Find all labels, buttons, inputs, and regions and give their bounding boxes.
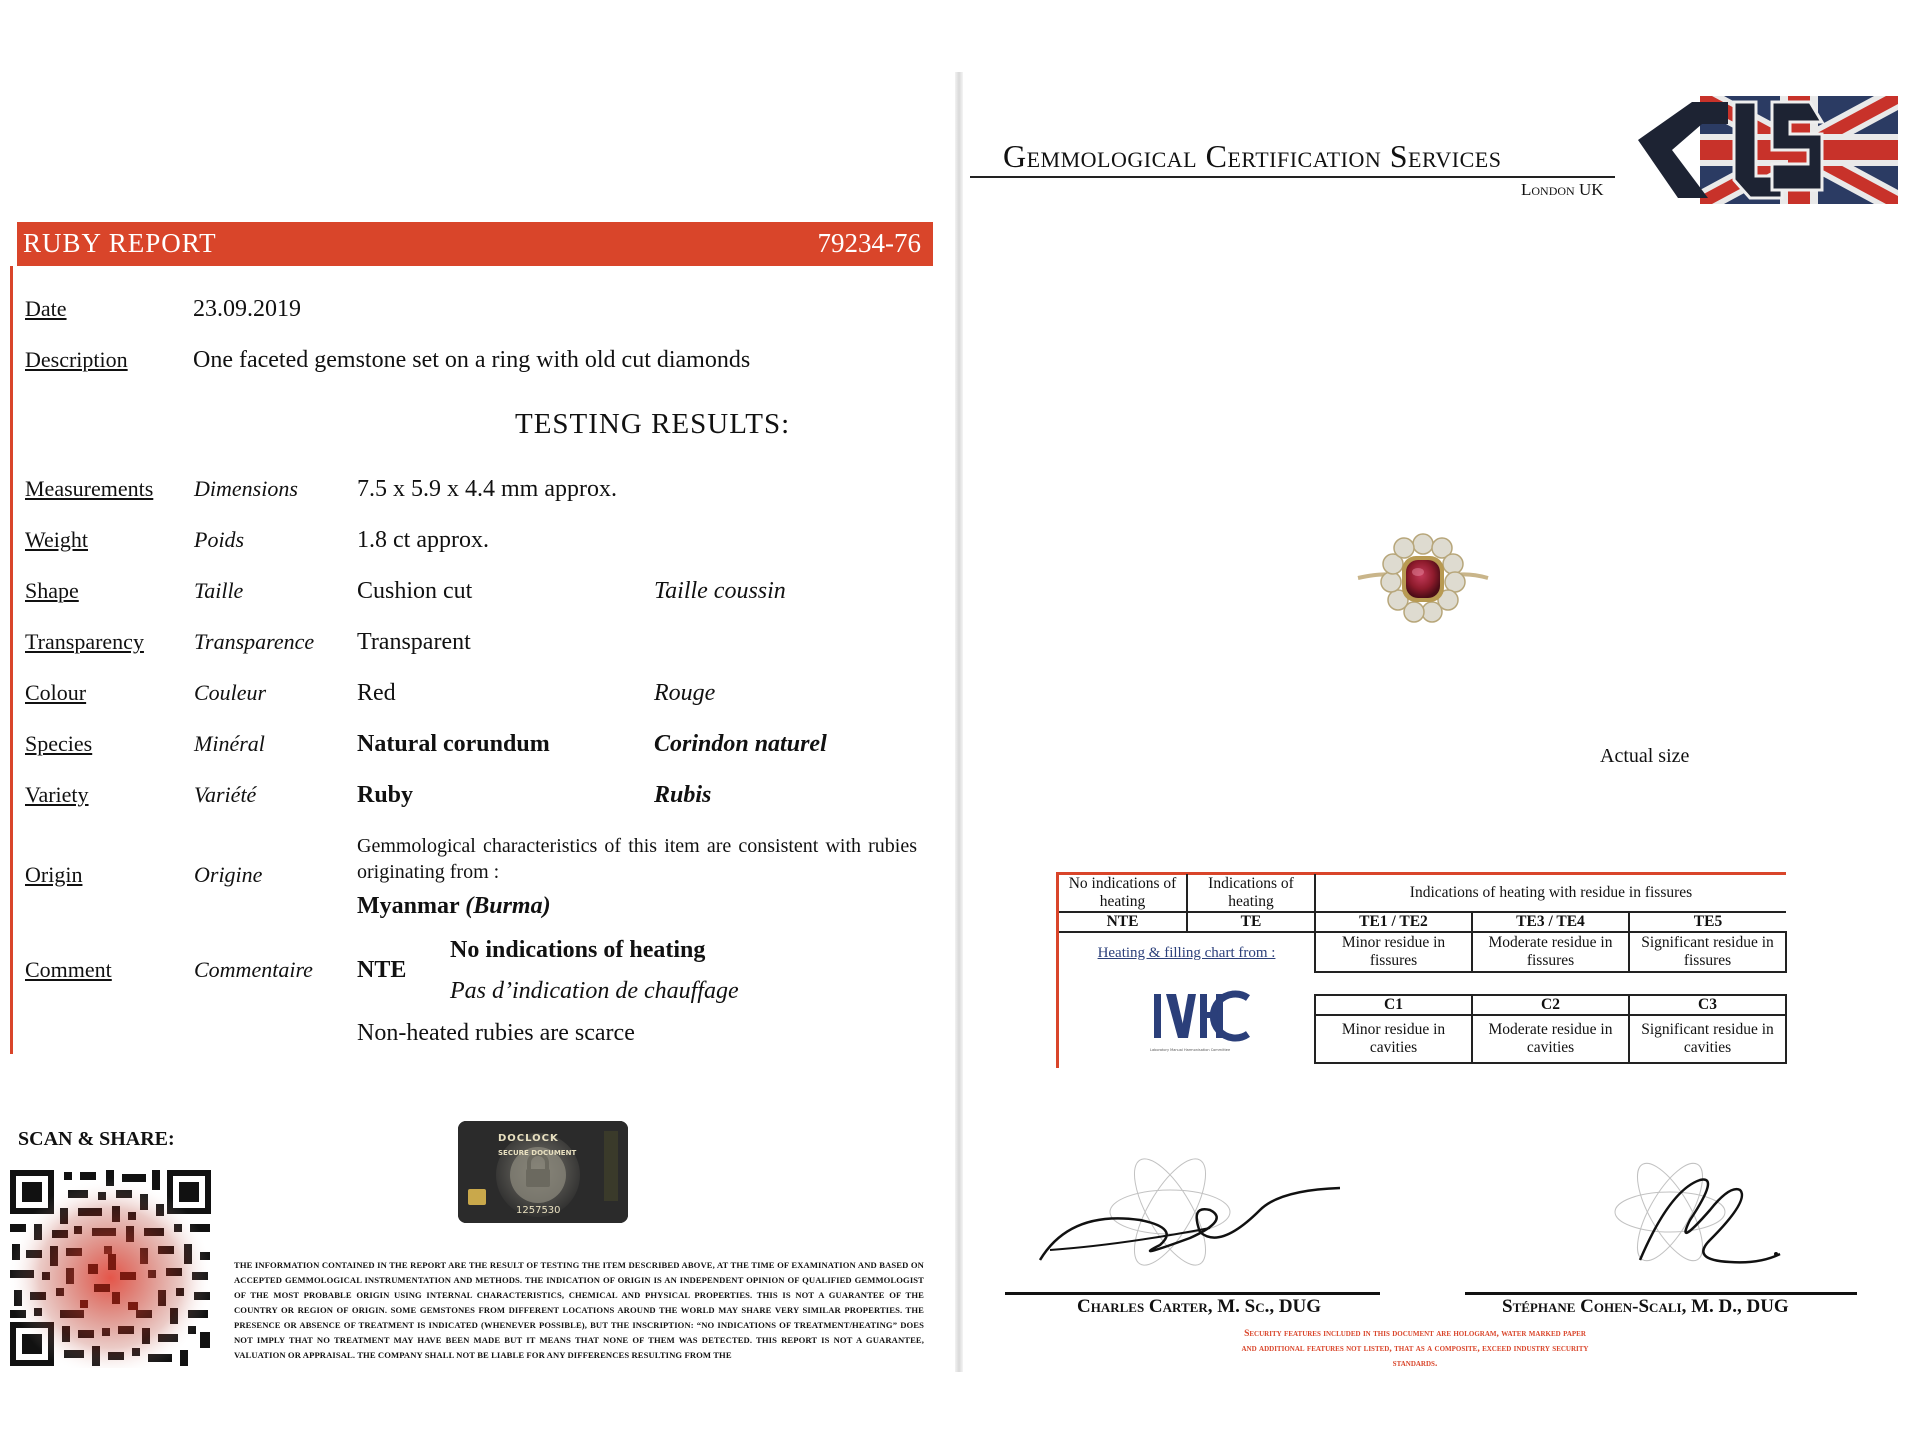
description-value: One faceted gemstone set on a ring with old cut diamonds — [193, 347, 751, 373]
actual-size-label: Actual size — [1600, 745, 1690, 767]
measurements-label: Measurements — [25, 476, 154, 501]
variety-value-fr: Rubis — [654, 782, 712, 808]
measurements-label-fr: Dimensions — [194, 476, 298, 501]
weight-value: 1.8 ct approx. — [357, 527, 489, 553]
cell-with-residue: Indications of heating with residue in fissures — [1315, 874, 1786, 912]
species-label: Species — [25, 731, 93, 756]
variety-label-fr: Variété — [194, 782, 257, 807]
transparency-label-fr: Transparence — [194, 629, 315, 654]
scan-share-label: SCAN & SHARE: — [18, 1128, 175, 1150]
origin-country: Myanmar — [357, 893, 460, 919]
transparency-value: Transparent — [357, 629, 471, 655]
cell-minor-fissures: Minor residue in fissures — [1315, 932, 1472, 972]
weight-label: Weight — [25, 527, 88, 552]
signature-1 — [1030, 1150, 1360, 1280]
doclock-hologram — [458, 1121, 628, 1223]
cell-c1: C1 — [1315, 995, 1472, 1015]
shape-value: Cushion cut — [357, 578, 473, 604]
colour-value-fr: Rouge — [654, 680, 716, 706]
lmhc-logo-graphic — [1150, 990, 1250, 1046]
heating-table-top — [1059, 874, 1787, 973]
cell-c2: C2 — [1472, 995, 1629, 1015]
variety-value: Ruby — [357, 782, 414, 808]
cell-moderate-fissures: Moderate residue in fissures — [1472, 932, 1629, 972]
hologram-label: DOCLOCK — [498, 1133, 559, 1144]
origin-country-alt: (Burma) — [465, 893, 551, 919]
cell-te34: TE3 / TE4 — [1472, 912, 1629, 932]
species-value-fr: Corindon naturel — [654, 731, 827, 757]
cell-significant-cavities: Significant residue in cavities — [1629, 1015, 1786, 1063]
disclaimer-text: THE INFORMATION CONTAINED IN THE REPORT ARE THE RESULT OF TESTING THE ITEM DESCRIBED ABOVE, AT THE TIME OF EXAMINATION AND BASED ON ACCEPTED GEMMOLOGICAL INSTRUMENTATION AND METHODS. THE INDICATION OF ORIGIN IS AN INDEPENDENT OPINION OF QUALIFIED GEMMOLOGIST OF THE MOST PROBABLE ORIGIN USING INTERNAL CHARACTERISTICS, CHEMICAL AND PHYSICAL PROPERTIES. THIS IS NOT A GUARANTEE OF THE COUNTRY OR REGION OF ORIGIN. SOME GEMSTONES FROM DIFFERENT LOCATIONS AROUND THE WORLD MAY SHARE VERY SIMILAR PROPERTIES. THE PRESENCE OR ABSENCE OF TREATMENT IS INDICATED (WHENEVER POSSIBLE), BUT THE INSCRIPTION: “NO INDICATIONS OF TREATMENT/HEATING” DOES NOT IMPLY THAT NO TREATMENT MAY HAVE BEEN MADE BUT IT MEANS THAT NONE OF THEM WAS DETECTED. THIS REPORT IS NOT A GUARANTEE, VALUATION OR APPRAISAL. THE COMPANY SHALL NOT BE LIABLE FOR ANY DIFFERENCES RESULTING FROM THE — [234, 1260, 924, 1360]
cell-significant-fissures: Significant residue in fissures — [1629, 932, 1786, 972]
colour-label: Colour — [25, 680, 87, 705]
transparency-label: Transparency — [25, 629, 144, 654]
heating-table-bottom — [1314, 994, 1787, 1064]
report-number: 79234-76 — [817, 228, 921, 258]
date-value: 23.09.2019 — [193, 296, 301, 322]
comment-code: NTE — [357, 957, 407, 983]
lmhc-logo — [1150, 990, 1250, 1060]
signature-2 — [1580, 1150, 1820, 1280]
date-label: Date — [25, 296, 67, 321]
comment-label: Comment — [25, 957, 112, 982]
heating-chart-link[interactable]: Heating & filling chart from : — [1097, 944, 1276, 961]
cell-te: TE — [1187, 912, 1315, 932]
origin-label-fr: Origine — [194, 862, 263, 887]
signature-1-graphic — [1030, 1150, 1360, 1280]
origin-country-line — [357, 893, 551, 920]
left-accent-rule — [10, 266, 13, 1054]
cell-no-indications: No indications of heating — [1059, 874, 1187, 912]
shape-value-fr: Taille coussin — [654, 578, 786, 604]
testing-results-heading: TESTING RESULTS: — [515, 408, 791, 440]
cell-minor-cavities: Minor residue in cavities — [1315, 1015, 1472, 1063]
qr-code[interactable] — [8, 1168, 213, 1368]
page-fold — [955, 72, 963, 1372]
colour-label-fr: Couleur — [194, 680, 267, 705]
signature-2-rule — [1465, 1292, 1857, 1295]
signature-1-name: Charles Carter, M. Sc., DUG — [1077, 1296, 1322, 1317]
cell-te5: TE5 — [1629, 912, 1786, 932]
comment-label-fr: Commentaire — [194, 957, 313, 982]
comment-text-fr: Pas d’indication de chauffage — [450, 978, 739, 1004]
weight-label-fr: Poids — [194, 527, 245, 552]
measurements-value: 7.5 x 5.9 x 4.4 mm approx. — [357, 476, 617, 502]
gcs-logo-graphic — [1632, 94, 1900, 206]
signature-1-rule — [1005, 1292, 1380, 1295]
species-value: Natural corundum — [357, 731, 550, 757]
cell-te12: TE1 / TE2 — [1315, 912, 1472, 932]
gcs-logo — [1632, 94, 1900, 206]
origin-text: Gemmological characteristics of this item are consistent with rubies originating from : — [357, 835, 917, 883]
cell-c3: C3 — [1629, 995, 1786, 1015]
hologram-serial: 1257530 — [516, 1205, 561, 1216]
ring-photo — [1356, 532, 1490, 628]
comment-note: Non-heated rubies are scarce — [357, 1020, 635, 1046]
cell-moderate-cavities: Moderate residue in cavities — [1472, 1015, 1629, 1063]
comment-text: No indications of heating — [450, 937, 706, 963]
description-label: Description — [25, 347, 128, 372]
shape-label: Shape — [25, 578, 79, 603]
report-title: RUBY REPORT — [23, 228, 217, 258]
cell-indications: Indications of heating — [1187, 874, 1315, 912]
qr-code-graphic — [8, 1168, 213, 1368]
company-name: Gemmological Certification Services — [1003, 138, 1502, 174]
lmhc-caption: Laboratory Manual Harmonisation Committee — [1150, 1048, 1231, 1052]
company-rule — [970, 176, 1615, 178]
origin-label: Origin — [25, 862, 83, 887]
company-location: London UK — [1521, 180, 1604, 199]
cell-nte: NTE — [1059, 912, 1187, 932]
species-label-fr: Minéral — [194, 731, 265, 756]
colour-value: Red — [357, 680, 396, 706]
report-header-band — [17, 222, 933, 266]
security-note: Security features included in this document are hologram, water marked paper and additional features not listed, that as a composite, exceed industry security standards. — [1241, 1329, 1589, 1367]
hologram-sub: SECURE DOCUMENT — [498, 1149, 577, 1157]
signature-2-name: Stéphane Cohen-Scali, M. D., DUG — [1502, 1296, 1789, 1317]
signature-2-graphic — [1580, 1150, 1820, 1280]
variety-label: Variety — [25, 782, 89, 807]
ring-graphic — [1356, 532, 1490, 628]
shape-label-fr: Taille — [194, 578, 244, 603]
